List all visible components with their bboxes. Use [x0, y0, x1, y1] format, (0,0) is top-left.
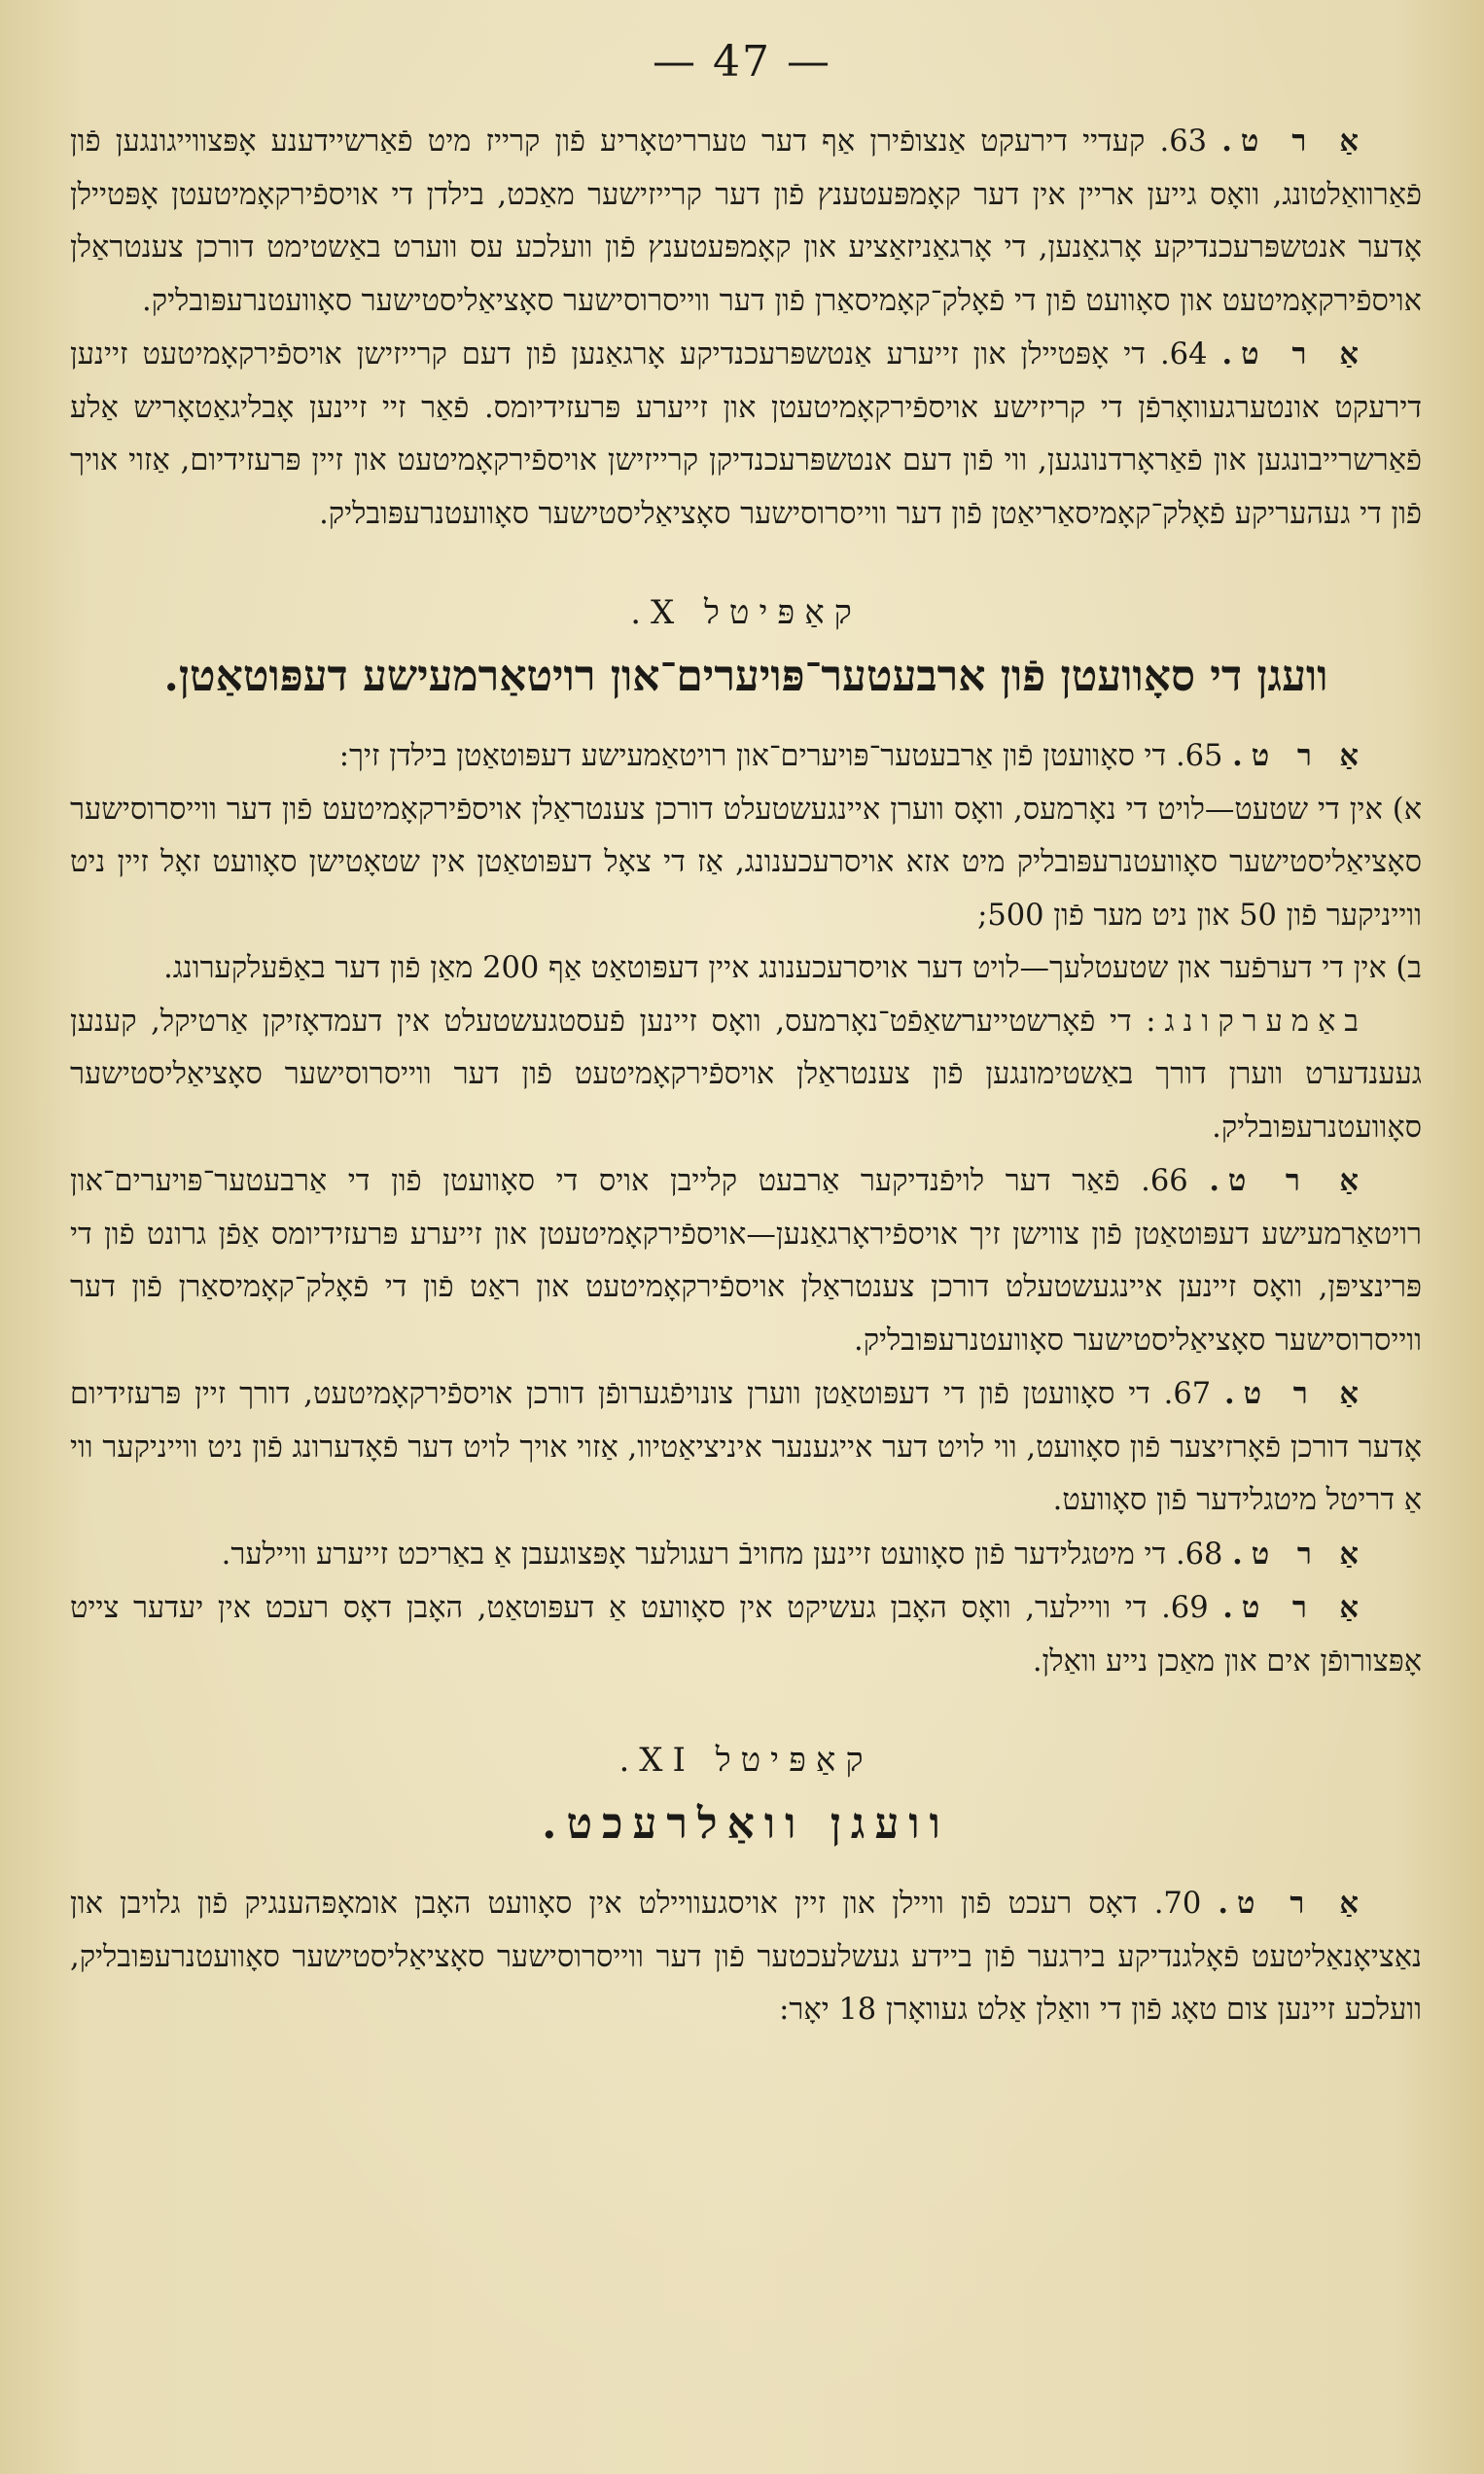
article-number: 68.	[1175, 1537, 1223, 1572]
chapter-10-title: וועגן די סאָוועטן פֿון ארבעטער־פּויערים־און רויטאַרמעישע דעפּוטאַטן.	[163, 652, 1328, 701]
article-text: דאָס רעכט פֿון וויילן און זיין אויסגעוויילט אין סאָוועט האָבן אומאָפּהענגיק פֿון גלויבן און נאַציאָנאַליטעט פֿאָלגנדיקע בירגער פֿון ביידע געשלעכטער פֿון דער ווייסרוסישער סאָציאַליסטישער סאָוועטנרעפּובליק, וועלכע זיינען צום טאָג פֿון די וואַלן אַלט געוואָרן 18 יאָר:	[70, 1887, 1422, 2027]
article-68	[70, 1528, 1422, 1582]
page-text-column	[70, 115, 1422, 2037]
note-text: די פֿאָרשטייערשאַפֿט־נאָרמעס, וואָס זיינען פֿעסטגעשטעלט אין דעמדאָזיקן אַרטיקל, קענען געענדערט ווערן דורך באַשטימונגען פֿון צענטראַלן אויספֿירקאָמיטעט פֿון דער ווייסרוסישער סאָציאַליסטישער סאָוועטנרעפּובליק.	[70, 1004, 1422, 1145]
article-label: אַ ר ט.	[1232, 1536, 1367, 1572]
article-66	[70, 1154, 1422, 1367]
article-number: 70.	[1153, 1887, 1202, 1921]
article-text: די סאָוועטן פֿון אַרבעטער־פּויערים־און רויטאַמעישע דעפּוטאַטן בילדן זיך:	[338, 739, 1167, 773]
article-65-note	[70, 996, 1422, 1155]
article-number: 63.	[1159, 124, 1208, 159]
article-text: קעדיי דירעקט אַנצופֿירן אַף דער טערריטאָריע פֿון קרייז מיט פֿאַרשיידענע אָפּצווייגונגען פֿון פֿאַרוואַלטונג, וואָס גייען אריין אין דער קאָמפּעטענץ פֿון דער קרייזישער מאַכט, בילדן די אויספֿירקאָמיטעטן אָפּטיילן אָדער אנטשפּרעכנדיקע אָרגאַנען, די אָרגאַניזאַציע און קאָמפּעטענץ פֿון וועלכע עס ווערט באַשטימט דורכן צענטראַלן אויספֿירקאָמיטעט און סאָוועט פֿון די פֿאָלק־קאָמיסאַרן פֿון דער ווייסרוסישער סאָציאַליסטישער סאָוועטנרעפּובליק.	[70, 124, 1422, 318]
chapter-10-label: קאַפּיטל X.	[630, 593, 862, 632]
article-number: 66.	[1141, 1164, 1188, 1198]
article-label: אַ ר ט.	[1221, 124, 1368, 159]
article-text: די וויילער, וואָס האָבן געשיקט אין סאָוועט אַ דעפּוטאַט, האָבן דאָס רעכט אין יעדער צייט אָפּצורופֿן אים און מאַכן נייע וואַלן.	[70, 1591, 1422, 1679]
article-text: די סאָוועטן פֿון די דעפּוטאַטן ווערן צונויפֿגערופֿן דורכן אויספֿירקאָמיטעט, דורך זיין פּרעזידיום אָדער דורכן פֿאָרזיצער פֿון סאָוועט, ווי לויט דער אייגענער איניציאַטיוו, אַזוי אויך לויט דער פֿאָדערונג פֿון ניט ווייניקער ווי אַ דריטל מיטגלידער פֿון סאָוועט.	[70, 1377, 1422, 1517]
article-number: 64.	[1159, 337, 1208, 371]
article-65-item-b: ב) אין די דערפֿער און שטעטלעך—לויט דער אויסרעכענונג איין דעפּוטאַט אַף 200 מאַן פֿון דער באַפֿעלקערונג.	[163, 951, 1422, 985]
article-64	[70, 328, 1422, 541]
article-label: אַ ר ט.	[1209, 1163, 1368, 1198]
article-number: 65.	[1175, 739, 1223, 773]
article-text: די אָפּטיילן און זייערע אַנטשפּרעכנדיקע אָרגאַנען פֿון דעם קרייזישן אויספֿירקאָמיטעט זיינען דירעקט אונטערגעוואָרפֿן די קריזישע אויספֿירקאָמיטעטן און זייערע פּרעזידיומס. פֿאַר זיי זיינען אָבליגאַטאָריש אַלע פֿאַרשרייבונגען און פֿאַראָרדנונגען, ווי פֿון דעם אנטשפּרעכנדיקן קרייזישן אויספֿירקאָמיטעט און זיין פּרעזידיום, אַזוי אויך פֿון די געהעריקע פֿאָלק־קאָמיסאַריאַטן פֿון דער ווייסרוסישער סאָציאַליסטישער סאָוועטנרעפּובליק.	[70, 337, 1422, 531]
article-63	[70, 115, 1422, 328]
article-65	[70, 729, 1422, 784]
article-69	[70, 1581, 1422, 1688]
page-number: — 47 —	[653, 37, 831, 87]
article-text: די מיטגלידער פֿון סאָוועט זיינען מחויבֿ רעגולער אָפּצוגעבן אַ באַריכט זייערע וויילער.	[221, 1537, 1167, 1572]
article-67	[70, 1367, 1422, 1528]
article-label: אַ ר ט.	[1218, 1886, 1367, 1921]
article-label: אַ ר ט.	[1232, 738, 1367, 773]
article-70	[70, 1877, 1422, 2037]
article-label: אַ ר ט.	[1221, 336, 1367, 371]
article-number: 69.	[1161, 1591, 1209, 1625]
article-label: אַ ר ט.	[1223, 1376, 1367, 1411]
article-number: 67.	[1163, 1377, 1212, 1411]
article-label: אַ ר ט.	[1222, 1590, 1368, 1625]
article-65-item-a: א) אין די שטעט—לויט די נאָרמעס, וואָס ווערן איינגעשטעלט דורכן צענטראַלן אויספֿירקאָמיטעט פֿון דער ווייסרוסישער סאָציאַליסטישער סאָוועטנרעפּובליק מיט אזא אויסרעכענונג, אַז די צאָל דעפּוטאַטן אין שטאָטישן סאָוועט זאָל זיין ניט ווייניקער פֿון 50 און ניט מער פֿון 500;	[70, 792, 1422, 933]
chapter-11-label: קאַפּיטל XI.	[618, 1741, 873, 1780]
chapter-11-title: וועגן וואַלרעכט.	[542, 1799, 950, 1849]
article-text: פֿאַר דער לויפֿנדיקער אַרבעט קלייבן אויס די סאָוועטן פֿון די אַרבעטער־פּויערים־און רויטאַרמעישע דעפּוטאַטן פֿון צווישן זיך אויספֿיראָרגאַנען—אויספֿירקאָמיטעטן און זייערע פּרעזידיומס אַפֿן גרונט פֿון די פּרינציפּן, וואָס זיינען איינגעשטעלט דורכן צענטראַלן אויספֿירקאָמיטעט און ראַט פֿון די פֿאָלק־קאָמיסאַרן פֿון דער ווייסרוסישער סאָציאַליסטישער סאָוועטנרעפּובליק.	[70, 1164, 1422, 1358]
note-label: באַמערקונג:	[1146, 1004, 1367, 1039]
